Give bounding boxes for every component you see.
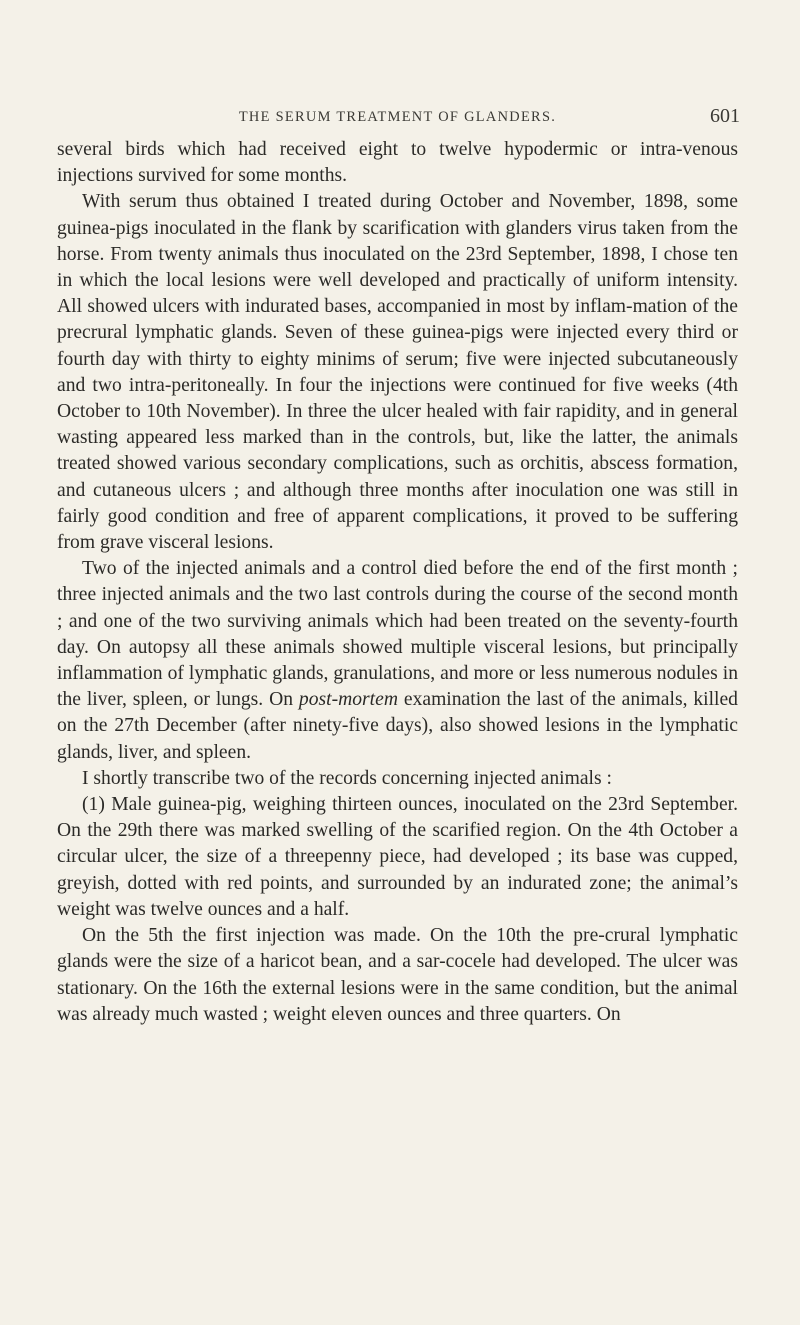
paragraph-autopsy bbox=[57, 556, 738, 766]
italic-post-mortem: post-mortem bbox=[298, 689, 398, 711]
page-number: 601 bbox=[710, 105, 740, 127]
autopsy-text-end: examination the last of the animals, killed on the 27th December (after ninety-five days), also showed lesions in the lymphatic glands, liver, and spleen. bbox=[57, 689, 738, 763]
paragraph-record-1: (1) Male guinea-pig, weighing thirteen ounces, inoculated on the 23rd September. On the 29th there was marked swelling of the scarified region. On the 4th October a circular ulcer, the size of a threepenny piece, had developed ; its base was cupped, greyish, dotted with red points, and surrounded by an indurated zone; the animal’s weight was twelve ounces and a half. bbox=[57, 794, 738, 920]
paragraph-record-1-continued: On the 5th the first injection was made. On the 10th the pre-crural lymphatic glands were the size of a haricot bean, and a sar-cocele had developed. The ulcer was stationary. On the 16th the external lesions were in the same condition, but the animal was already much wasted ; weight eleven ounces and three quarters. On bbox=[57, 925, 738, 1025]
body-text bbox=[57, 137, 738, 1028]
paragraph-continuation: several birds which had received eight to twelve hypodermic or intra-venous injections survived for some months. bbox=[57, 139, 738, 187]
paragraph-records-intro: I shortly transcribe two of the records concerning injected animals : bbox=[82, 767, 612, 789]
autopsy-text-start: Two of the injected animals and a control died before the end of the first month ; three injected animals and the two last controls during the course of the second month ; and one of the two surviving animals which had been treated on the seventy-fourth day. On autopsy all these animals showed multiple visceral lesions, but principally inflammation of lymphatic glands, granulations, and more or less numerous nodules in the liver, spleen, or lungs. On bbox=[57, 558, 738, 711]
paragraph-serum-treatment: With serum thus obtained I treated during October and November, 1898, some guinea-pigs inoculated in the flank by scarification with glanders virus taken from the horse. From twenty animals thus inoculated on the 23rd September, 1898, I chose ten in which the local lesions were well developed and practically of uniform intensity. All showed ulcers with indurated bases, accompanied in most by inflam-mation of the precrural lymphatic glands. Seven of these guinea-pigs were injected every third or fourth day with thirty to eighty minims of serum; five were injected subcutaneously and two intra-peritoneally. In four the injections were continued for five weeks (4th October to 10th November). In three the ulcer healed with fair rapidity, and in general wasting appeared less marked than in the controls, but, like the latter, the animals treated showed various secondary complications, such as orchitis, abscess formation, and cutaneous ulcers ; and although three months after inoculation one was still in fairly good condition and free of apparent complications, it proved to be suffering from grave visceral lesions. bbox=[57, 191, 738, 554]
running-title: THE SERUM TREATMENT OF GLANDERS. bbox=[238, 109, 557, 125]
running-head bbox=[57, 106, 738, 128]
